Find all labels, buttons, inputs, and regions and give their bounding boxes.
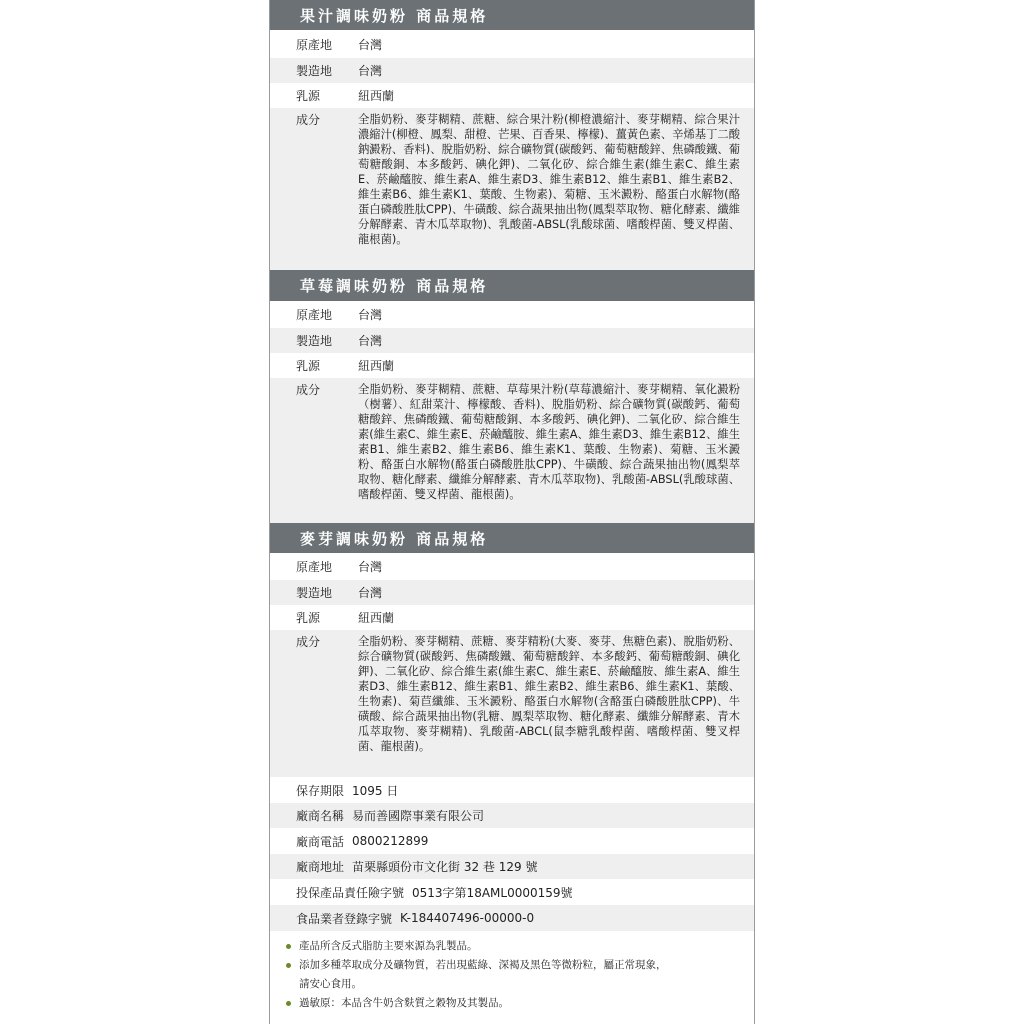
row-milk bbox=[270, 605, 754, 630]
ingredients-label: 成分 bbox=[296, 383, 321, 397]
origin-value: 台灣 bbox=[358, 308, 383, 322]
origin-value: 台灣 bbox=[358, 37, 383, 52]
ingredients-value: 全脂奶粉、麥芽糊精、蔗糖、麥芽精粉(大麥、麥芽、焦糖色素)、脫脂奶粉、綜合礦物質(碳酸鈣、焦磷酸鐵、葡萄糖酸鋅、本多酸鈣、葡萄糖酸銅、碘化鉀)、二氧化矽、綜合維生素(維生素C、維生素E、菸鹼醯胺、維生素A、維生素D3、維生素B12、維生素B1、維生素B2、維生素B6、維生素K1、葉酸、生物素)、菊苣纖維、玉米澱粉、酪蛋白水解物(含酪蛋白磷酸胜肽CPP)、牛磺酸、綜合蔬果抽出物(乳糖、鳳梨萃取物、糖化酵素、纖維分解酵素、青木瓜萃取物、麥芽糊精)、乳酸菌-ABCL(鼠李糖乳酸桿菌、嗜酸桿菌、雙叉桿菌、龍根菌)。 bbox=[358, 635, 740, 753]
milk-label: 乳源 bbox=[296, 89, 321, 103]
registration-label: 食品業者登錄字號 bbox=[296, 911, 393, 926]
row-made bbox=[270, 328, 754, 353]
made-label: 製造地 bbox=[296, 586, 333, 600]
section-header-strawberry bbox=[270, 270, 754, 301]
ingredients-value: 全脂奶粉、麥芽糊精、蔗糖、綜合果汁粉(柳橙濃縮汁、麥芽糊精、綜合果汁濃縮汁(柳橙、鳳梨、甜橙、芒果、百香果、檸檬)、薑黃色素、辛烯基丁二酸鈉澱粉、香料)、脫脂奶粉、綜合礦物質(碳酸鈣、葡萄糖酸鋅、焦磷酸鐵、葡萄糖酸銅、本多酸鈣、碘化鉀)、二氧化矽、綜合維生素(維生素C、維生素E、菸鹼醯胺、維生素A、維生素D3、維生素B12、維生素B1、維生素B2、維生素B6、維生素K1、葉酸、生物素)、菊糖、玉米澱粉、酪蛋白水解物(酪蛋白磷酸胜肽CPP)、牛磺酸、綜合蔬果抽出物(鳳梨萃取物、糖化酵素、纖維分解酵素、青木瓜萃取物)、乳酸菌-ABSL(乳酸球菌、嗜酸桿菌、雙叉桿菌、龍根菌)。 bbox=[358, 113, 740, 246]
made-value: 台灣 bbox=[358, 586, 383, 600]
made-label: 製造地 bbox=[296, 334, 333, 348]
address-value: 苗栗縣頭份市文化街 32 巷 129 號 bbox=[352, 860, 538, 874]
company-label: 廠商名稱 bbox=[296, 809, 345, 823]
insurance-value: 0513字第18AML0000159號 bbox=[412, 885, 573, 900]
row-address bbox=[270, 854, 754, 879]
milk-value: 紐西蘭 bbox=[358, 89, 395, 103]
company-value: 易而善國際事業有限公司 bbox=[352, 809, 485, 823]
row-company bbox=[270, 803, 754, 828]
origin-value: 台灣 bbox=[358, 560, 383, 574]
note-allergen: 過敏原：本品含牛奶含麩質之穀物及其製品。 bbox=[286, 994, 754, 1013]
note-trans-fat: 產品所含反式脂肪主要來源為乳製品。 bbox=[286, 937, 754, 956]
notes-list bbox=[270, 931, 754, 1013]
origin-label: 原產地 bbox=[296, 37, 333, 52]
note-particles-continued: 請安心食用。 bbox=[299, 978, 362, 990]
note-particles: 添加多種萃取成分及礦物質，若出現藍綠、深褐及黑色等微粉粒，屬正常現象， bbox=[286, 956, 754, 975]
row-phone bbox=[270, 828, 754, 854]
spec-panel bbox=[269, 0, 755, 1024]
row-milk bbox=[270, 353, 754, 378]
section-header-malt bbox=[270, 523, 754, 553]
row-origin bbox=[270, 30, 754, 58]
shelf-life-value: 1095 日 bbox=[352, 783, 399, 798]
made-label: 製造地 bbox=[296, 64, 333, 78]
registration-value: K-184407496-00000-0 bbox=[400, 911, 535, 925]
row-registration bbox=[270, 905, 754, 931]
section-header-fruit bbox=[270, 0, 754, 30]
milk-label: 乳源 bbox=[296, 359, 321, 373]
section-title: 麥芽調味奶粉 商品規格 bbox=[300, 529, 489, 548]
phone-label: 廠商電話 bbox=[296, 834, 345, 849]
address-label: 廠商地址 bbox=[296, 860, 345, 874]
insurance-label: 投保產品責任險字號 bbox=[296, 885, 405, 900]
made-value: 台灣 bbox=[358, 64, 383, 78]
origin-label: 原產地 bbox=[296, 308, 333, 322]
row-milk bbox=[270, 83, 754, 108]
ingredients-label: 成分 bbox=[296, 635, 321, 649]
ingredients-value: 全脂奶粉、麥芽糊精、蔗糖、草莓果汁粉(草莓濃縮汁、麥芽糊精、氧化澱粉（樹薯）、紅甜菜汁、檸檬酸、香料)、脫脂奶粉、綜合礦物質(碳酸鈣、葡萄糖酸鋅、焦磷酸鐵、葡萄糖酸銅、本多酸鈣、碘化鉀)、二氧化矽、綜合維生素(維生素C、維生素E、菸鹼醯胺、維生素A、維生素D3、維生素B12、維生素B1、維生素B2、維生素B6、維生素K1、葉酸、生物素)、菊糖、玉米澱粉、酪蛋白水解物(酪蛋白磷酸胜肽CPP)、牛磺酸、綜合蔬果抽出物(鳳梨萃取物、糖化酵素、纖維分解酵素、青木瓜萃取物)、乳酸菌-ABSL(乳酸球菌、嗜酸桿菌、雙叉桿菌、龍根菌)。 bbox=[358, 383, 740, 501]
milk-value: 紐西蘭 bbox=[358, 611, 395, 625]
row-made bbox=[270, 580, 754, 605]
section-title: 草莓調味奶粉 商品規格 bbox=[300, 277, 489, 295]
row-shelf-life bbox=[270, 777, 754, 803]
row-origin bbox=[270, 553, 754, 580]
row-ingredients bbox=[270, 108, 754, 270]
milk-value: 紐西蘭 bbox=[358, 359, 395, 373]
phone-value: 0800212899 bbox=[352, 834, 429, 848]
row-origin bbox=[270, 301, 754, 328]
milk-label: 乳源 bbox=[296, 611, 321, 625]
row-made bbox=[270, 58, 754, 83]
shelf-life-label: 保存期限 bbox=[296, 783, 345, 798]
row-ingredients bbox=[270, 378, 754, 523]
section-title: 果汁調味奶粉 商品規格 bbox=[300, 6, 489, 25]
row-insurance bbox=[270, 879, 754, 905]
made-value: 台灣 bbox=[358, 334, 383, 348]
row-ingredients bbox=[270, 630, 754, 777]
ingredients-label: 成分 bbox=[296, 113, 321, 127]
origin-label: 原產地 bbox=[296, 560, 333, 574]
